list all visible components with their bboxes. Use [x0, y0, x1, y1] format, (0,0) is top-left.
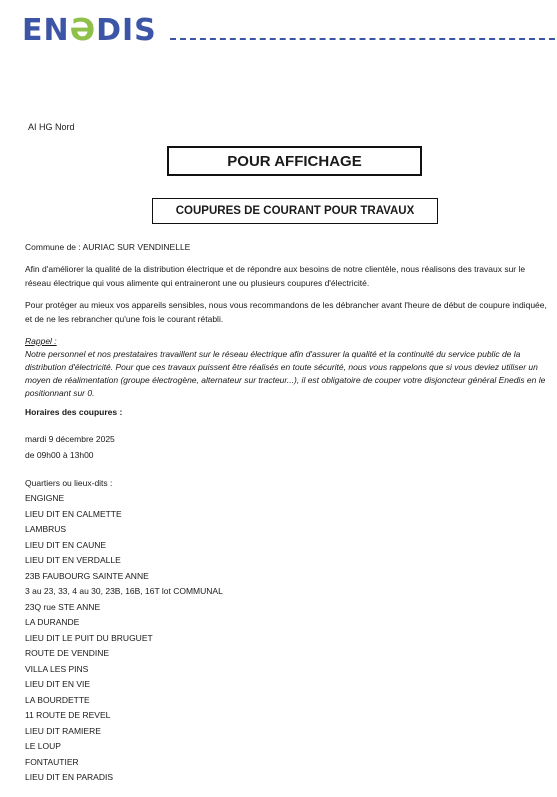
title-sub-box — [152, 198, 438, 224]
list-item: LIEU DIT EN VIE — [25, 679, 91, 689]
list-item: ROUTE DE VENDINE — [25, 648, 110, 658]
rappel-title: Rappel : — [25, 336, 57, 346]
list-item: 3 au 23, 33, 4 au 30, 23B, 16B, 16T lot COMMUNAL — [25, 586, 223, 596]
list-item: 23Q rue STE ANNE — [25, 601, 101, 612]
title-main-box — [167, 146, 422, 176]
paragraph-advice: Pour protéger au mieux vos appareils sensibles, nous vous recommandons de les débrancher avant l'heure de début de coupure indiquée, et de ne les rebrancher qu'une fois le courant rétabli. — [25, 300, 547, 324]
enedis-logo — [22, 13, 157, 48]
list-item: 23B FAUBOURG SAINTE ANNE — [25, 570, 149, 581]
schedule-time: de 09h00 à 13h00 — [25, 450, 94, 460]
list-item: LAMBRUS — [25, 524, 67, 534]
list-item: 11 ROUTE DE REVEL — [25, 710, 111, 720]
list-item: ENGIGNE — [25, 493, 65, 503]
places-list — [25, 491, 547, 786]
list-item: LIEU DIT RAMIERE — [25, 725, 101, 736]
list-item: FONTAUTIER — [25, 756, 79, 767]
list-item: LIEU DIT EN CAUNE — [25, 539, 107, 550]
logo-text-part3: DIS — [96, 13, 157, 48]
list-item: LE LOUP — [25, 741, 61, 751]
logo-text-part2: Ə — [69, 13, 97, 48]
list-item: VILLA LES PINS — [25, 663, 89, 674]
commune-line: Commune de : AURIAC SUR VENDINELLE — [25, 242, 191, 252]
title-sub: COUPURES DE COURANT POUR TRAVAUX — [175, 205, 415, 217]
places-heading: Quartiers ou lieux-dits : — [25, 478, 113, 488]
list-item: LA BOURDETTE — [25, 694, 90, 705]
logo-text-part1: EN — [22, 13, 70, 48]
title-main: POUR AFFICHAGE — [227, 152, 362, 170]
list-item: LIEU DIT EN PARADIS — [25, 772, 114, 782]
rappel-text: Notre personnel et nos prestataires travaillent sur le réseau électrique afin d'assurer la qualité et la continuité du service public de la distribution d'électricité. Pour que ces travaux puissent être réalisés en toute sécurité, nous vous rappelons que si vous deviez utiliser un moyen de réalimentation (groupe électrogène, alternateur sur tracteur...), il est obligatoire de couper votre disjoncteur général Enedis en le positionnant sur 0. — [25, 349, 546, 398]
paragraph-intro: Afin d'améliorer la qualité de la distribution électrique et de répondre aux besoins de notre clientèle, nous réalisons des travaux sur le réseau électrique qui vous alimente qui entraineront une ou plusieurs coupures d'électricité. — [25, 264, 526, 288]
document-body — [25, 240, 547, 786]
schedule-date: mardi 9 décembre 2025 — [25, 434, 115, 444]
list-item: LIEU DIT EN VERDALLE — [25, 555, 121, 565]
reference-label: AI HG Nord — [28, 122, 75, 132]
list-item: LA DURANDE — [25, 617, 80, 627]
list-item: LIEU DIT LE PUIT DU BRUGUET — [25, 632, 153, 643]
header-divider — [170, 38, 555, 40]
list-item: LIEU DIT EN CALMETTE — [25, 508, 122, 519]
schedule-heading: Horaires des coupures : — [25, 407, 123, 417]
